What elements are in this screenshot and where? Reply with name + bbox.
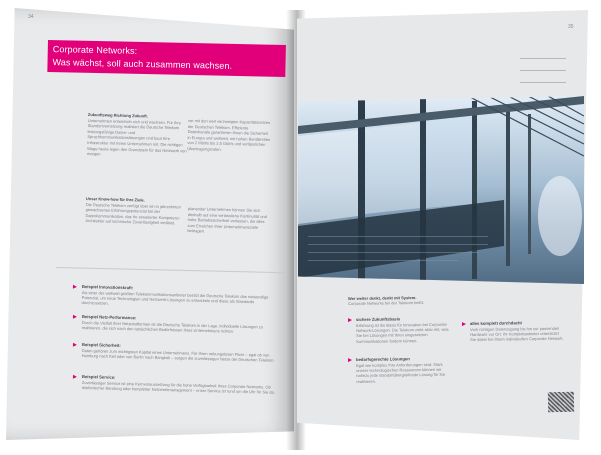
architecture-photo xyxy=(298,96,584,284)
title-line-1: Corporate Networks: xyxy=(52,44,138,56)
text-column-c xyxy=(85,196,184,227)
right-intro xyxy=(348,294,458,306)
right-intro-heading: Wer weiter denkt, denkt mit System. xyxy=(348,295,417,301)
bullet-body: Als einer der weltweit größten Telekommunikationsanbieter besitzt die Deutsche Telekom das notwendige Potenzial, um neue Technologien und Netzwerk-Lösungen zu entwickeln und diese als Standards durchzusetzen. xyxy=(81,289,269,307)
bullet-arrow-icon xyxy=(73,375,77,379)
right-page-number: 35 xyxy=(568,24,574,30)
text-column-a xyxy=(87,112,188,159)
bullet-arrow-icon xyxy=(73,343,77,347)
bullet-body: Durch die Vielfalt ihrer Netzplattformen ist die Deutsche Telekom in der Lage, individuelle Lösungen zu realisieren, die sich nach den tatsächlichen Bedürfnissen Ihres Unternehmens richten. xyxy=(81,319,264,334)
column-c-heading: Unser Know-how für Ihre Ziele. xyxy=(85,196,145,203)
bullet-body: Daten gehören zum wichtigsten Kapital eines Unternehmens. Für Ihren reibungslosen Fluss – egal ob von Hamburg nach Kiel oder von Berlin nach Bangkok – sorgen die zuverlässigen Netze der Deutschen Telekom. xyxy=(81,347,275,363)
bullet-body: Egal wie komplex Ihre Anforderungen sind: Stark unsere technologischen Ressourcen können wir nahezu jede standortübergreifende Lösung für Sie realisieren. xyxy=(356,361,446,384)
bullet-arrow-icon xyxy=(73,315,77,319)
column-d-body: planender Unternehmen können Sie sich deshalb auf eine verlässliche Kontinuität und hohe Betriebssicherheit verlassen, die alles zum Erreichen Ihrer Unternehmensziele beitragen. xyxy=(187,206,267,234)
bullet-heading: Beispiel Innovationskraft: xyxy=(81,284,134,291)
glass-facade-illustration xyxy=(298,96,584,284)
bullet-arrow-icon xyxy=(348,318,352,322)
right-intro-body: Corporate Networks bei der Telekom heißt: xyxy=(348,300,425,307)
bullet-heading: Beispiel Sicherheit: xyxy=(81,342,121,348)
column-a-body: Unternehmen entwickeln sich und wachsen. Für Ihre Standortvernetzung realisiert die Deutsche Telekom leistungsfähige Daten- und Sprachkommunikationslösungen und baut Ihre Infrastruktur mit Ihrem Unternehmen mit. Die richtigen Wege heute legen den Grundstein für das Netzwerk von morgen. xyxy=(86,117,187,157)
title-band xyxy=(47,40,286,77)
bullet-body: Erfahrung ist die Basis für Innovation bei Corporate Network-Lösungen. Die Telekom zieht aktiv mit, was Sie bei Lösungen mit Ihren eingesetzten Kommunikationen fordern können. xyxy=(356,321,449,344)
decorative-rules xyxy=(520,58,566,94)
column-b-body: vor mit den weit verzweigten Kapazitätsnetzen der Deutschen Telekom. Effiziente Datenkanäle garantieren Ihnen die Sicherheit in Europa und weltweit, mit hohen Bandbreiten von 2 Mbit/s bis 2,5 Gbit/s und verlässlichen Übertragungsraten. xyxy=(187,118,271,152)
bullet-heading: sichere Zukunftsbasis xyxy=(355,316,401,322)
bullet-heading: alles komplett durchdacht xyxy=(469,320,522,326)
title-line-2: Was wächst, soll auch zusammen wachsen. xyxy=(52,57,233,71)
bullet-heading: bedarfsgerechte Lösungen xyxy=(355,356,410,362)
bullet-body: Vom richtigen Datenzugang bis hin zur passenden Hardware vor Ort. Ihr Komplettanbieter unterstützt Sie dabei bei Ihrem individuellen Corporate Network. xyxy=(470,325,564,343)
bullet-arrow-icon xyxy=(73,285,77,289)
bullet-body: Zuverlässiger Service ist eine Kernvoraussetzung für die hohe Verfügbarkeit Ihres Corporate Networks. Ob telefonischer Beratung oder kompletter Netzwerkmanagement – unser Service ist rund um die Uhr für Sie da. xyxy=(81,379,275,395)
text-column-b xyxy=(187,118,272,154)
bullet-arrow-icon xyxy=(462,322,466,326)
column-c-body: Die Deutsche Telekom verfügt über ein in jahrzehnten gewachsenes Erfahrungspotenzial bei der Datenkommunikation, das Ihr erweiterter Kompetenz-Architektur auf technische Zuverlässigkeit verlässt. xyxy=(85,201,181,226)
halftone-thumbnail xyxy=(548,392,574,412)
left-page-number: 34 xyxy=(28,14,34,20)
bullet-heading: Beispiel Service: xyxy=(81,374,116,380)
bullet-heading: Beispiel Netz-Performance: xyxy=(81,314,137,321)
text-column-d xyxy=(187,206,272,236)
bullet-arrow-icon xyxy=(348,358,352,362)
column-a-heading: Zukunftsweg Richtung Zukunft. xyxy=(87,112,148,119)
